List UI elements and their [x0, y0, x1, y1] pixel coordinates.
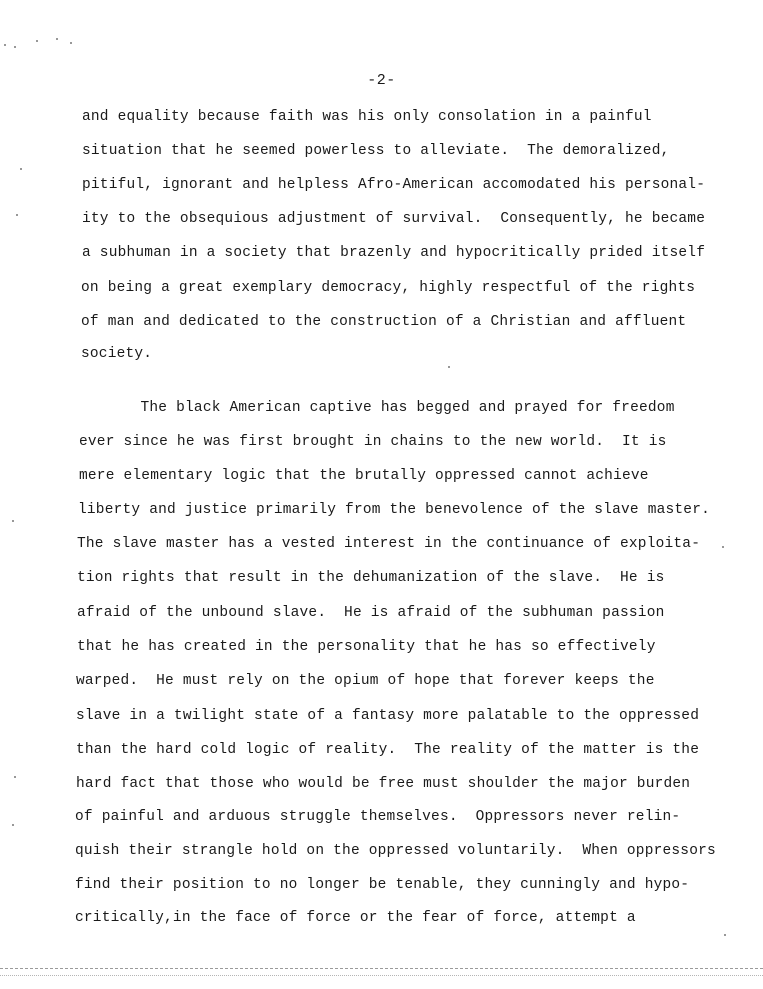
scan-speck [20, 168, 22, 170]
text-line: a subhuman in a society that brazenly and hypocritically prided itself [82, 245, 706, 261]
text-line: The slave master has a vested interest in the continuance of exploita- [77, 536, 701, 552]
page-number: -2- [367, 72, 396, 89]
text-line: liberty and justice primarily from the benevolence of the slave master. [78, 502, 711, 518]
text-line: afraid of the unbound slave. He is afraid of the subhuman passion [77, 605, 665, 621]
text-line: of painful and arduous struggle themselves. Oppressors never relin- [75, 809, 681, 825]
text-line: tion rights that result in the dehumanization of the slave. He is [77, 570, 665, 586]
text-line: mere elementary logic that the brutally oppressed cannot achieve [79, 468, 649, 484]
text-line: ity to the obsequious adjustment of survival. Consequently, he became [82, 211, 706, 227]
scan-speck [12, 824, 14, 826]
scan-speck [448, 366, 450, 368]
text-line: and equality because faith was his only consolation in a painful [82, 109, 652, 125]
text-line: society. [81, 346, 153, 362]
scan-speck [70, 42, 72, 44]
scan-speck [14, 46, 16, 48]
page-edge-line [0, 975, 763, 976]
scan-speck [16, 214, 18, 216]
scan-speck [36, 40, 38, 42]
text-line: ever since he was first brought in chains to the new world. It is [79, 434, 667, 450]
page-edge-line [0, 968, 763, 969]
text-line: than the hard cold logic of reality. The reality of the matter is the [76, 742, 700, 758]
text-line: warped. He must rely on the opium of hope that forever keeps the [76, 673, 655, 689]
scan-speck [56, 38, 58, 40]
text-line: of man and dedicated to the construction of a Christian and affluent [81, 314, 687, 330]
text-line: The black American captive has begged and prayed for freedom [96, 400, 675, 416]
text-line: find their position to no longer be tenable, they cunningly and hypo- [75, 877, 690, 893]
scan-speck [722, 546, 724, 548]
scan-speck [14, 776, 16, 778]
text-line: critically,in the face of force or the fear of force, attempt a [75, 910, 636, 926]
text-line: slave in a twilight state of a fantasy more palatable to the oppressed [76, 708, 700, 724]
scan-speck [4, 44, 6, 46]
text-line: hard fact that those who would be free must shoulder the major burden [76, 776, 691, 792]
text-line: that he has created in the personality that he has so effectively [77, 639, 656, 655]
scan-speck [724, 934, 726, 936]
text-line: quish their strangle hold on the oppressed voluntarily. When oppressors [75, 843, 716, 859]
text-line: situation that he seemed powerless to alleviate. The demoralized, [82, 143, 670, 159]
scan-speck [12, 520, 14, 522]
text-line: pitiful, ignorant and helpless Afro-American accomodated his personal- [82, 177, 706, 193]
text-line: on being a great exemplary democracy, highly respectful of the rights [81, 280, 696, 296]
